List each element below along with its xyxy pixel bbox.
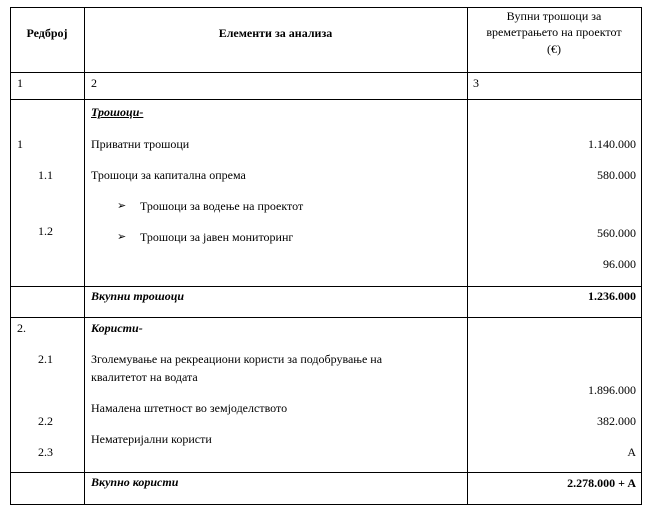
arrow-bullet-icon: ➢ bbox=[117, 200, 127, 212]
column-divider-1 bbox=[84, 7, 85, 505]
table-border-top bbox=[10, 7, 642, 8]
column-number-1: 1 bbox=[17, 76, 23, 90]
row-label: Трошоци за капитална опрема bbox=[91, 168, 246, 182]
row-label: Трошоци за јавен мониторинг bbox=[140, 230, 294, 244]
costs-total-value: 1.236.000 bbox=[588, 289, 636, 303]
header-trosoci-line3: (€) bbox=[547, 42, 561, 56]
row-value: A bbox=[627, 445, 636, 459]
row-value: 1.896.000 bbox=[588, 383, 636, 397]
header-redbroj: Редброј bbox=[26, 26, 68, 40]
header-divider bbox=[10, 72, 642, 73]
table-border-left bbox=[10, 7, 11, 505]
row-label: Приватни трошоци bbox=[91, 137, 190, 151]
numbering-divider bbox=[10, 99, 642, 100]
header-trosoci-line2: времетрањето на проектот bbox=[486, 25, 622, 39]
table-border-bottom bbox=[10, 504, 642, 505]
costs-total-top bbox=[10, 286, 642, 287]
benefits-section-title: Користи- bbox=[91, 321, 143, 335]
row-number: 2.2 bbox=[38, 414, 53, 428]
row-label-continued: квалитетот на водата bbox=[91, 370, 198, 384]
column-divider-2 bbox=[467, 7, 468, 505]
benefits-total-top bbox=[10, 472, 642, 473]
row-value: 382.000 bbox=[597, 414, 636, 428]
row-value: 1.140.000 bbox=[588, 137, 636, 151]
header-elementi: Елементи за анализа bbox=[218, 26, 333, 40]
costs-total-bottom bbox=[10, 317, 642, 318]
costs-total-label: Вкупни трошоци bbox=[91, 289, 185, 303]
header-trosoci-line1: Вупни трошоци за bbox=[506, 9, 602, 23]
row-label: Зголемување на рекреациони користи за подобрување на bbox=[91, 352, 383, 366]
row-number: 2.3 bbox=[38, 445, 53, 459]
arrow-bullet-icon: ➢ bbox=[117, 231, 127, 243]
benefits-total-label: Вкупно користи bbox=[91, 475, 179, 489]
column-number-2: 2 bbox=[91, 76, 97, 90]
row-number: 1.2 bbox=[38, 224, 53, 238]
row-value: 96.000 bbox=[603, 257, 636, 271]
costs-section-title: Трошоци- bbox=[91, 105, 144, 119]
row-number: 1.1 bbox=[38, 168, 53, 182]
benefits-section-number: 2. bbox=[17, 321, 26, 335]
row-label: Трошоци за водење на проектот bbox=[140, 199, 304, 213]
benefits-total-value: 2.278.000 + A bbox=[567, 476, 636, 490]
row-label: Намалена штетност во земјоделството bbox=[91, 401, 288, 415]
row-number: 2.1 bbox=[38, 352, 53, 366]
table-border-right bbox=[641, 7, 642, 505]
row-value: 580.000 bbox=[597, 168, 636, 182]
column-number-3: 3 bbox=[473, 76, 479, 90]
row-value: 560.000 bbox=[597, 226, 636, 240]
row-number: 1 bbox=[17, 137, 23, 151]
row-label: Нематеријални користи bbox=[91, 432, 212, 446]
